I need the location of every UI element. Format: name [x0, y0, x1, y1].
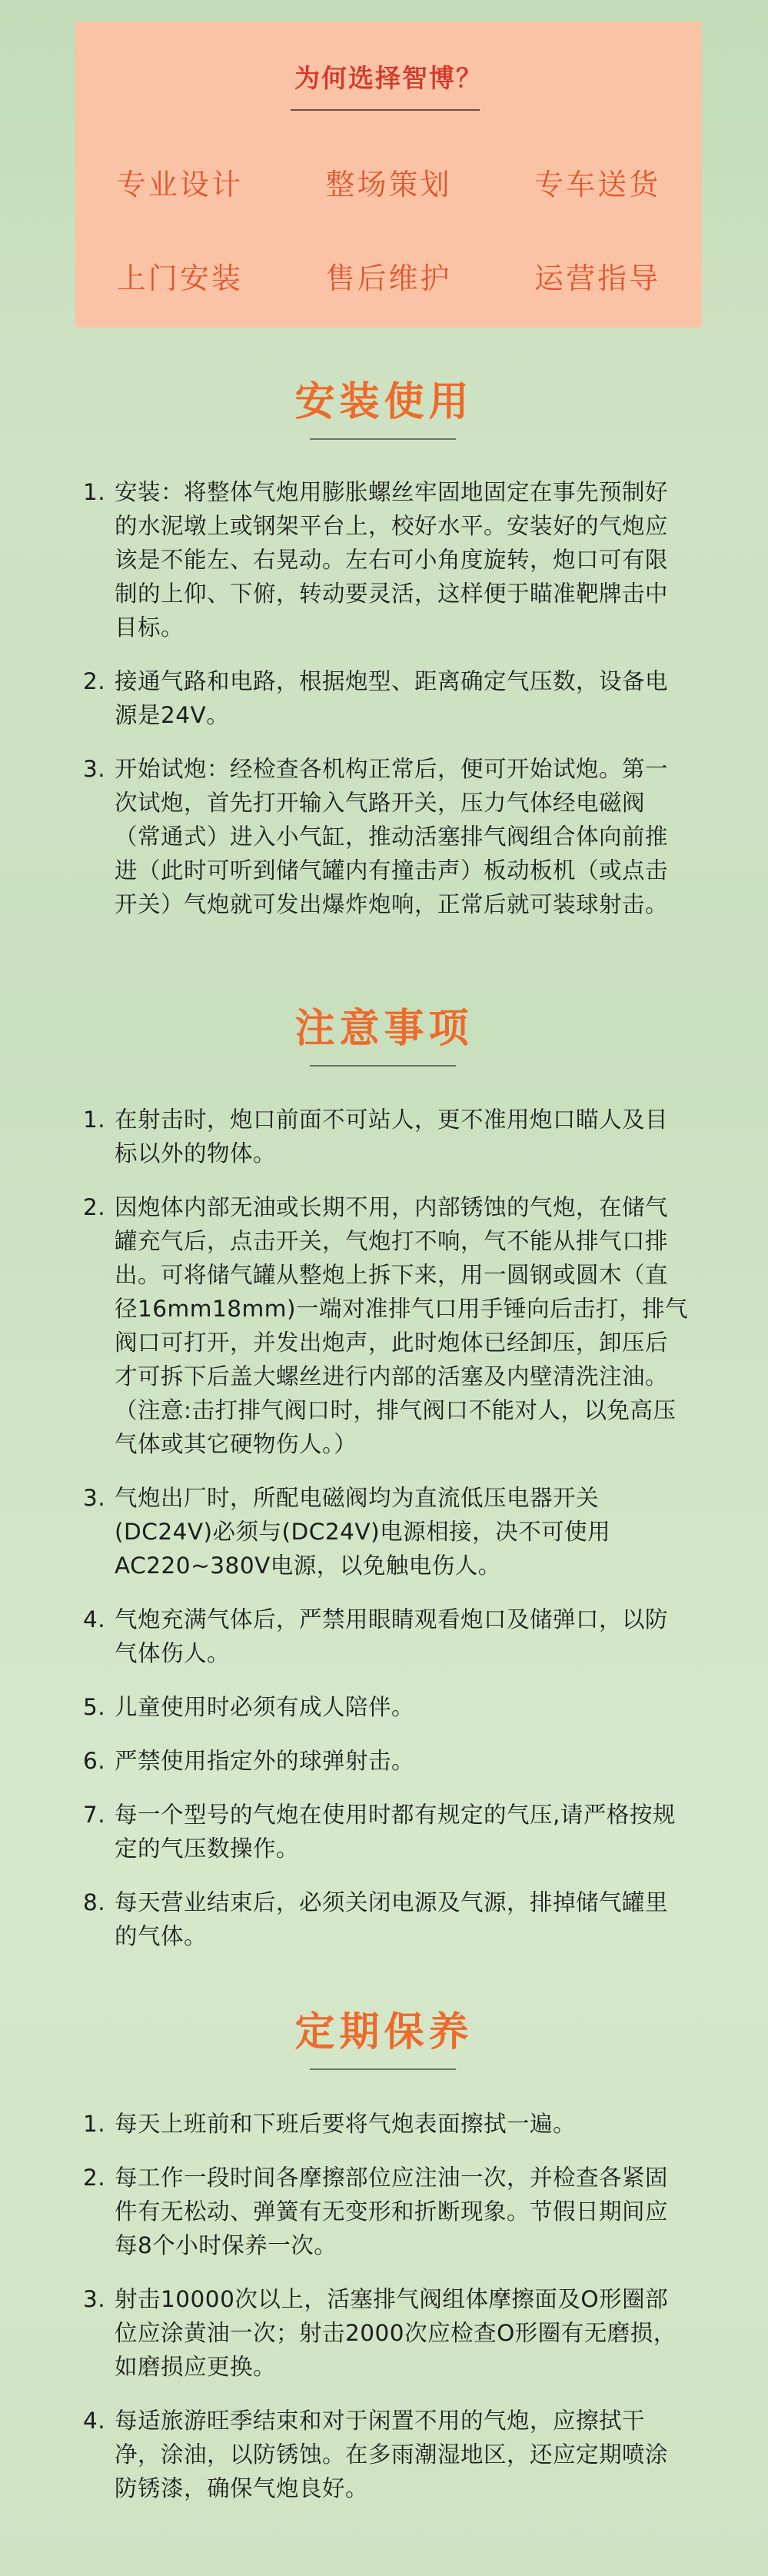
- list-item: [83, 664, 690, 732]
- item-number: 2.: [83, 2165, 106, 2191]
- list-item: [83, 475, 690, 644]
- service-planning: 整场策划: [325, 168, 452, 201]
- maintenance-list: [83, 2107, 690, 2525]
- item-number: 1.: [83, 1107, 106, 1133]
- service-design: 专业设计: [116, 168, 243, 201]
- item-number: 2.: [83, 668, 106, 694]
- notes-divider: [310, 1065, 456, 1067]
- item-text: 接通气路和电路，根据炮型、距离确定气压数，设备电源是24V。: [115, 668, 669, 728]
- item-text: 气炮出厂时，所配电磁阀均为直流低压电器开关(DC24V)必须与(DC24V)电源相接，决不可使用AC220~380V电源，以免触电伤人。: [115, 1485, 611, 1579]
- item-text: 因炮体内部无油或长期不用，内部锈蚀的气炮，在储气罐充气后，点击开关，气炮打不响，气不能从排气口排出。可将储气罐从整炮上拆下来，用一圆钢或圆木（直径16mm18mm)一端对准排气口用手锤向后击打，排气阀口可打开，并发出炮声，此时炮体已经卸压，卸压后才可拆下后盖大螺丝进行内部的活塞及内壁清洗注油。（注意:击打排气阀口时，排气阀口不能对人，以免高压气体或其它硬物伤人。）: [115, 1194, 689, 1457]
- item-text: 在射击时，炮口前面不可站人，更不准用炮口瞄人及目标以外的物体。: [115, 1107, 669, 1167]
- item-number: 6.: [83, 1748, 106, 1774]
- item-number: 1.: [83, 479, 106, 505]
- list-item: [83, 1603, 690, 1670]
- list-item: [83, 2107, 690, 2141]
- service-grid: [75, 168, 702, 295]
- item-text: 安装：将整体气炮用膨胀螺丝牢固地固定在事先预制好的水泥墩上或钢架平台上，校好水平。安装好的气炮应该是不能左、右晃动。左右可小角度旋转，炮口可有限制的上仰、下俯，转动要灵活，这样便于瞄准靶牌击中目标。: [115, 479, 669, 641]
- item-text: 每工作一段时间各摩擦部位应注油一次，并检查各紧固件有无松动、弹簧有无变形和折断现象。节假日期间应每8个小时保养一次。: [115, 2165, 669, 2258]
- item-text: 每天营业结束后，必须关闭电源及气源，排掉储气罐里的气体。: [115, 1889, 669, 1949]
- maintenance-section-title: 定期保养: [294, 2009, 474, 2055]
- service-installation: 上门安装: [116, 261, 243, 295]
- service-delivery: 专车送货: [534, 168, 661, 201]
- maintenance-divider: [310, 2068, 456, 2070]
- list-item: [83, 2161, 690, 2262]
- why-choose-title: 为何选择智博？: [294, 63, 483, 93]
- service-maintenance: 售后维护: [325, 261, 452, 295]
- notes-section-title: 注意事项: [294, 1006, 474, 1052]
- item-text: 每天上班前和下班后要将气炮表面擦拭一遍。: [115, 2111, 577, 2137]
- item-number: 8.: [83, 1889, 106, 1915]
- list-item: [83, 1885, 690, 1953]
- item-number: 4.: [83, 1606, 106, 1632]
- list-item: [83, 1744, 690, 1778]
- list-item: [83, 1481, 690, 1583]
- item-number: 5.: [83, 1694, 106, 1720]
- item-number: 7.: [83, 1802, 106, 1828]
- list-item: [83, 2282, 690, 2384]
- item-text: 开始试炮：经检查各机构正常后，便可开始试炮。第一次试炮，首先打开输入气路开关，压力气体经电磁阀（常通式）进入小气缸，推动活塞排气阀组合体向前推进（此时可听到储气罐内有撞击声）板动板机（或点击开关）气炮就可发出爆炸炮响，正常后就可装球射击。: [115, 756, 669, 917]
- item-text: 每适旅游旺季结束和对于闲置不用的气炮，应擦拭干净，涂油，以防锈蚀。在多雨潮湿地区，还应定期喷涂防锈漆，确保气炮良好。: [115, 2408, 669, 2501]
- list-item: [83, 1190, 690, 1461]
- item-text: 儿童使用时必须有成人陪伴。: [115, 1694, 415, 1720]
- item-text: 严禁使用指定外的球弹射击。: [115, 1748, 415, 1774]
- list-item: [83, 752, 690, 921]
- notes-list: [83, 1103, 690, 1973]
- list-item: [83, 1798, 690, 1865]
- item-text: 射击10000次以上，活塞排气阀组体摩擦面及O形圈部位应涂黄油一次；射击2000次应检查O形圈有无磨损，如磨损应更换。: [115, 2286, 677, 2380]
- why-choose-panel: [75, 22, 702, 328]
- list-item: [83, 2404, 690, 2505]
- install-list: [83, 475, 690, 941]
- install-divider: [310, 438, 456, 440]
- service-operation-guide: 运营指导: [534, 261, 661, 295]
- list-item: [83, 1690, 690, 1724]
- list-item: [83, 1103, 690, 1170]
- install-section-title: 安装使用: [294, 379, 474, 425]
- item-number: 2.: [83, 1194, 106, 1220]
- item-number: 4.: [83, 2408, 106, 2434]
- item-number: 3.: [83, 1485, 106, 1511]
- item-number: 3.: [83, 2286, 106, 2312]
- item-text: 气炮充满气体后，严禁用眼睛观看炮口及储弹口，以防气体伤人。: [115, 1606, 669, 1666]
- item-text: 每一个型号的气炮在使用时都有规定的气压,请严格按规定的气压数操作。: [115, 1802, 676, 1862]
- item-number: 1.: [83, 2111, 106, 2137]
- title-divider: [291, 109, 480, 111]
- item-number: 3.: [83, 756, 106, 782]
